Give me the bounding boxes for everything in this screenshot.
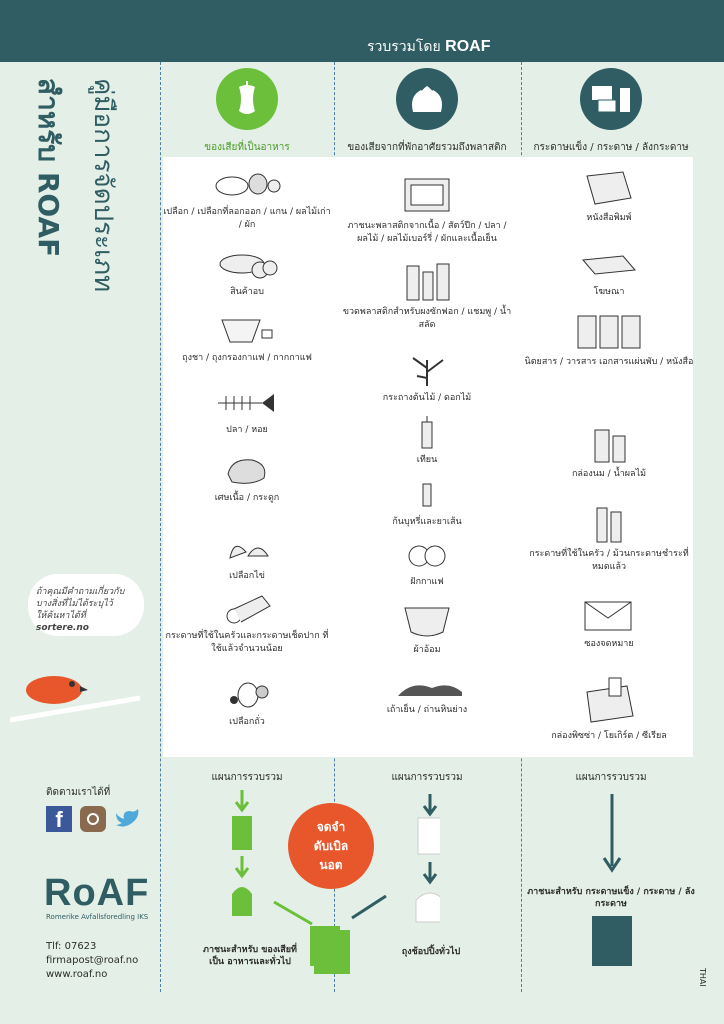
food-item-label: เปลือก / เปลือกที่ลอกออก / แกน / ผลไม้เก่า / ผัก xyxy=(163,207,331,230)
meat-bone-icon xyxy=(212,454,282,488)
food-plan-label: แผนการรวบรวม xyxy=(211,772,283,783)
paper-item-label: หนังสือพิมพ์ xyxy=(586,213,632,223)
general-bag-label: ถุงช้อปปิ้งทั่วไป xyxy=(401,947,461,957)
paper-item xyxy=(524,504,694,574)
food-item xyxy=(162,678,332,729)
food-item xyxy=(162,454,332,505)
note-line2: บางสิ่งที่ไม่ได้ระบุไว้ xyxy=(36,599,113,609)
language-tag: THAI xyxy=(698,968,707,987)
food-item-label: ถุงชา / ถุงกรองกาแฟ / กากกาแฟ xyxy=(182,353,312,363)
contact-block xyxy=(46,940,138,982)
trash-bag-icon xyxy=(396,68,458,130)
paper-container-label: ภาชนะสำหรับ กระดาษแข็ง / กระดาษ / ลังกระดาษ xyxy=(527,887,695,909)
food-item-label: กระดาษที่ใช้ในครัวและกระดาษเช็ดปาก ที่ใช้แล้วจำนวนน้อย xyxy=(165,631,329,654)
residual-item-label: กระถางต้นไม้ / ดอกไม้ xyxy=(382,393,472,403)
fish-bone-icon xyxy=(212,386,282,420)
food-item xyxy=(162,168,332,232)
residual-item xyxy=(342,350,512,405)
paper-collection-graphic xyxy=(590,790,640,980)
eggshell-icon xyxy=(212,532,282,566)
paper-item-label: กล่องนม / น้ำผลไม้ xyxy=(571,469,647,479)
cigarette-icon xyxy=(392,478,462,512)
contact-phone: Tlf: 07623 xyxy=(46,941,97,952)
side-title xyxy=(28,78,128,378)
side-title-line1: คู่มือการจัดประเภท xyxy=(88,78,118,293)
residual-item-label: เทียน xyxy=(416,455,438,465)
paper-item xyxy=(524,672,694,743)
instagram-icon[interactable] xyxy=(80,806,106,832)
note-line3-text: ให้ค้นหาได้ที่ xyxy=(36,611,86,621)
coffee-capsule-icon xyxy=(392,538,462,572)
paper-item xyxy=(524,598,694,651)
paper-item xyxy=(524,424,694,481)
paper-item-label: นิตยสาร / วารสาร เอกสารแผ่นพับ / หนังสือ xyxy=(524,357,694,367)
column-divider-1 xyxy=(160,62,161,992)
food-item xyxy=(162,532,332,583)
side-title-line2: สำหรับ ROAF xyxy=(32,78,65,258)
flyer-icon xyxy=(574,248,644,282)
pizza-box-icon xyxy=(574,672,644,726)
paper-item-label: กล่องพิซซ่า / โยเกิร์ต / ซีเรียล xyxy=(551,731,667,741)
residual-item-label: ภาชนะพลาสติกจากเนื้อ / สัตว์ปีก / ปลา / ผลไม้ / ผลไม้เบอร์รี่ / ผักและเนื้อเย็น xyxy=(347,221,507,244)
bird-icon xyxy=(10,660,150,730)
residual-item-label: ฝักกาแฟ xyxy=(410,577,444,587)
paper-towel-roll-icon xyxy=(574,504,644,544)
facebook-icon[interactable]: f xyxy=(46,806,72,832)
bread-icon xyxy=(212,248,282,282)
peel-icon xyxy=(212,168,282,202)
food-item xyxy=(162,248,332,299)
paper-item xyxy=(524,248,694,299)
food-item xyxy=(162,386,332,437)
residual-item xyxy=(342,478,512,529)
apple-core-icon xyxy=(216,68,278,130)
header-bar xyxy=(0,0,724,62)
remember-line2: ดับเบิล xyxy=(313,838,349,853)
contact-web[interactable]: www.roaf.no xyxy=(46,969,108,980)
residual-item xyxy=(342,600,512,657)
food-item xyxy=(162,314,332,365)
paper-header xyxy=(526,68,696,155)
milk-carton-icon xyxy=(574,424,644,464)
residual-item-label: ก้นบุหรี่และยาเส้น xyxy=(392,517,462,527)
residual-plan-label: แผนการรวบรวม xyxy=(391,772,463,783)
residual-waste-header xyxy=(342,68,512,155)
residual-item xyxy=(342,538,512,589)
follow-label: ติดตามเราได้ที่ xyxy=(46,787,111,798)
twitter-icon[interactable] xyxy=(114,807,142,831)
food-item-label: ปลา / หอย xyxy=(226,425,268,435)
paper-item xyxy=(524,168,694,225)
nut-shell-icon xyxy=(212,678,282,712)
food-item-label: เศษเนื้อ / กระดูก xyxy=(214,493,280,503)
food-item-label: สินค้าอบ xyxy=(230,287,264,297)
contact-email[interactable]: firmapost@roaf.no xyxy=(46,955,139,966)
food-waste-header xyxy=(162,68,332,155)
envelope-icon xyxy=(574,598,644,634)
residual-item xyxy=(342,414,512,467)
remember-line1: จดจำ xyxy=(316,819,346,834)
roaf-logo: RoAF xyxy=(44,872,150,914)
diaper-icon xyxy=(392,600,462,640)
question-note xyxy=(36,586,140,634)
food-waste-heading: ของเสียที่เป็นอาหาร xyxy=(204,142,290,153)
remember-line3: นอต xyxy=(319,857,343,872)
residual-item xyxy=(342,676,512,717)
note-line1: ถ้าคุณมีคำถามเกี่ยวกับ xyxy=(36,587,125,597)
newspaper-icon xyxy=(574,168,644,208)
residual-waste-heading: ของเสียจากที่พักอาศัยรวมถึงพลาสติก xyxy=(347,142,507,153)
food-container-label: ภาชนะสำหรับ ของเสียที่เป็น อาหารและทั่วไป xyxy=(203,945,297,967)
candle-icon xyxy=(392,414,462,450)
residual-item-label: เถ้าเย็น / ถ่านหินย่าง xyxy=(386,705,468,715)
paper-item-label: ซองจดหมาย xyxy=(584,639,634,649)
plastic-bottle-icon xyxy=(392,258,462,302)
food-item-label: เปลือกถั่ว xyxy=(229,717,265,727)
food-item-label: เปลือกไข่ xyxy=(229,571,265,581)
plastic-tray-icon xyxy=(392,172,462,216)
paper-item-label: โฆษณา xyxy=(593,287,625,297)
paper-item-label: กระดาษที่ใช้ในครัว / ม้วนกระดาษชำระที่หมดแล้ว xyxy=(529,549,689,572)
header-credit: รวบรวมโดย ROAF xyxy=(367,38,491,55)
instagram-lens xyxy=(87,813,99,825)
roaf-subtitle: Romerike Avfallsforedling IKS xyxy=(46,913,149,921)
paper-plan-label: แผนการรวบรวม xyxy=(575,772,647,783)
residual-item xyxy=(342,172,512,246)
coffee-filter-icon xyxy=(212,314,282,348)
sortere-link[interactable]: sortere.no xyxy=(36,623,89,633)
paper-heading: กระดาษแข็ง / กระดาษ / ลังกระดาษ xyxy=(533,142,689,153)
plant-icon xyxy=(392,350,462,388)
magazine-icon xyxy=(574,312,644,352)
food-item xyxy=(162,592,332,656)
residual-item-label: ผ้าอ้อม xyxy=(413,645,441,655)
paper-box-icon xyxy=(580,68,642,130)
residual-item-label: ขวดพลาสติกสำหรับผงซักฟอก / แชมพู / น้ำสลัด xyxy=(342,307,512,330)
paper-roll-icon xyxy=(212,592,282,626)
residual-item xyxy=(342,258,512,332)
ash-coal-icon xyxy=(392,676,462,700)
paper-item xyxy=(524,312,694,369)
residual-collection-graphic xyxy=(300,790,440,990)
note-line3 xyxy=(36,610,140,634)
